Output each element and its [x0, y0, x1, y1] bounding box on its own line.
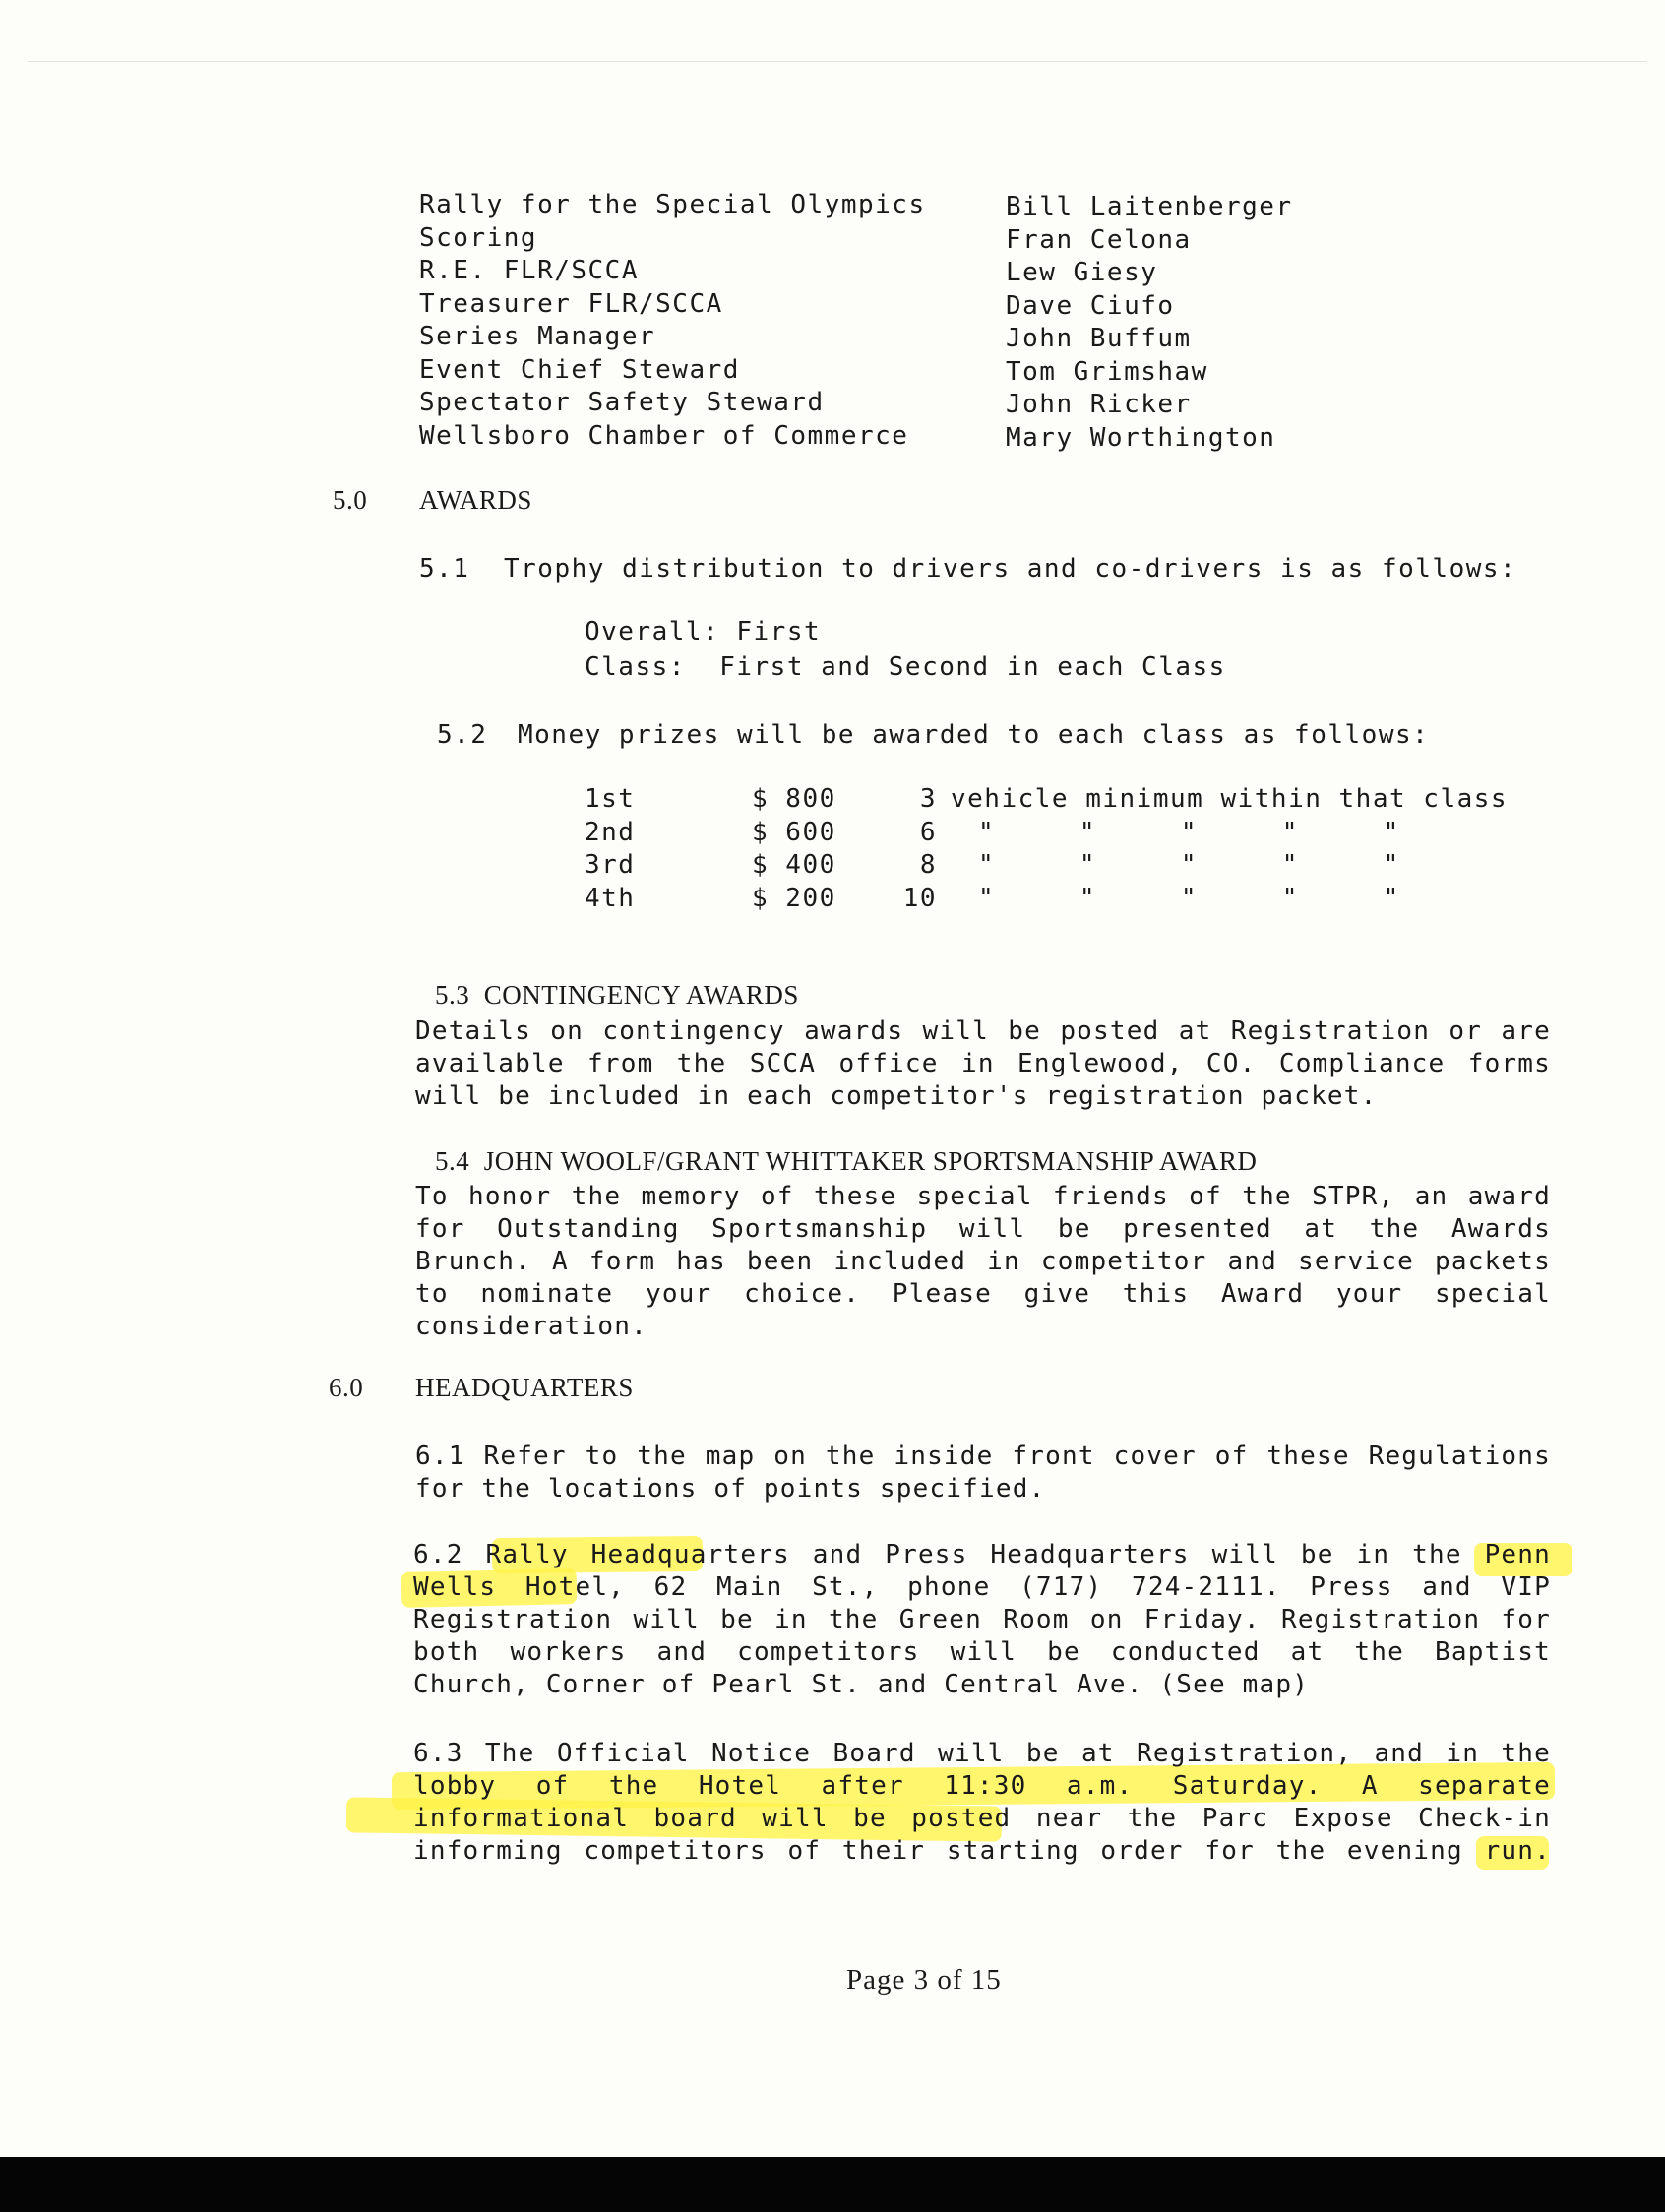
prize-row — [585, 849, 1510, 883]
prize-vehicle-minimum: 8 — [919, 850, 937, 880]
scan-bottom-border — [0, 2157, 1665, 2212]
text-line: 6.2 Rally Headquarters and Press Headquarters will be in the Penn — [413, 1540, 1551, 1569]
text-line: informational board will be posted near the Parc Expose Check-in — [413, 1804, 1551, 1833]
committee-role: Wellsboro Chamber of Commerce — [419, 420, 909, 451]
page-number: Page 3 of 15 — [846, 1964, 1002, 1996]
trophy-overall: Overall: First — [585, 617, 822, 646]
subsection-5-2-text: Money prizes will be awarded to each class as follows: — [518, 720, 1430, 750]
prize-description: " " " " " — [978, 817, 1400, 847]
committee-name: Fran Celona — [1006, 224, 1192, 255]
committee-role: Treasurer FLR/SCCA — [419, 288, 723, 319]
prize-description: " " " " " — [978, 883, 1400, 913]
text-line: Details on contingency awards will be posted at Registration or are — [415, 1016, 1551, 1046]
text-line: To honor the memory of these special friends of the STPR, an award — [415, 1182, 1551, 1211]
text-line: Brunch. A form has been included in competitor and service packets — [415, 1247, 1551, 1276]
prize-vehicle-minimum: 10 — [902, 883, 937, 913]
section-title-awards: AWARDS — [419, 485, 532, 515]
prize-table — [585, 783, 1510, 915]
prize-amount: $ 200 — [752, 883, 836, 913]
prize-amount: $ 800 — [752, 784, 836, 814]
subsection-6-3-body — [413, 1738, 1551, 1868]
subsection-5-3-heading: 5.3 CONTINGENCY AWARDS — [435, 980, 799, 1010]
text-line: for the locations of points specified. — [415, 1474, 1046, 1504]
subsection-6-1-body — [415, 1441, 1551, 1505]
text-line: consideration. — [415, 1312, 648, 1341]
committee-name: John Buffum — [1006, 324, 1192, 353]
prize-row — [585, 817, 1510, 850]
text-line: to nominate your choice. Please give this Award your special — [415, 1279, 1551, 1309]
subsection-5-4-heading: 5.4 JOHN WOOLF/GRANT WHITTAKER SPORTSMANSHIP AWARD — [435, 1146, 1258, 1176]
subsection-5-4-body — [415, 1181, 1551, 1343]
subsection-5-2-number: 5.2 — [437, 720, 488, 750]
prize-place: 4th — [585, 883, 636, 913]
text-line: available from the SCCA office in Englewood, CO. Compliance forms — [415, 1049, 1551, 1078]
text-line: will be included in each competitor's registration packet. — [415, 1081, 1378, 1111]
prize-amount: $ 600 — [752, 817, 836, 847]
prize-place: 2nd — [585, 817, 636, 847]
prize-description: " " " " " — [978, 850, 1400, 880]
prize-vehicle-minimum: 3 — [919, 784, 937, 814]
committee-role: Scoring — [419, 222, 538, 253]
committee-role: Series Manager — [419, 322, 656, 351]
section-title-headquarters: HEADQUARTERS — [415, 1373, 634, 1402]
prize-place: 1st — [585, 784, 636, 814]
committee-name: Bill Laitenberger — [1006, 192, 1293, 221]
prize-vehicle-minimum: 6 — [919, 817, 937, 847]
text-line: Church, Corner of Pearl St. and Central Ave. (See map) — [413, 1670, 1310, 1699]
page-top-edge — [28, 61, 1647, 62]
subsection-5-1-number: 5.1 — [419, 554, 470, 584]
committee-name: Mary Worthington — [1006, 422, 1276, 453]
committee-role: Spectator Safety Steward — [419, 388, 825, 417]
text-line: Wells Hotel, 62 Main St., phone (717) 724-2111. Press and VIP — [413, 1572, 1551, 1602]
prize-row — [585, 883, 1510, 916]
trophy-class: Class: First and Second in each Class — [585, 652, 1226, 682]
committee-name: John Ricker — [1006, 390, 1192, 419]
subsection-5-1-text: Trophy distribution to drivers and co-drivers is as follows: — [504, 554, 1517, 584]
committee-role: Event Chief Steward — [419, 354, 740, 385]
prize-place: 3rd — [585, 850, 636, 880]
committee-name: Tom Grimshaw — [1006, 356, 1208, 387]
prize-amount: $ 400 — [752, 850, 836, 880]
committee-role: Rally for the Special Olympics — [419, 190, 926, 219]
section-number-5: 5.0 — [333, 485, 368, 515]
text-line: 6.1 Refer to the map on the inside front cover of these Regulations — [415, 1442, 1551, 1471]
section-number-6: 6.0 — [329, 1373, 364, 1402]
committee-role: R.E. FLR/SCCA — [419, 256, 639, 285]
text-line: for Outstanding Sportsmanship will be presented at the Awards — [415, 1214, 1551, 1244]
text-line: both workers and competitors will be conducted at the Baptist — [413, 1637, 1551, 1667]
text-line: Registration will be in the Green Room on Friday. Registration for — [413, 1605, 1551, 1634]
prize-row — [585, 783, 1510, 817]
subsection-6-2-body — [413, 1539, 1551, 1701]
subsection-5-3-body — [415, 1015, 1551, 1113]
text-line: 6.3 The Official Notice Board will be at Registration, and in the — [413, 1739, 1551, 1768]
text-line: lobby of the Hotel after 11:30 a.m. Saturday. A separate — [413, 1771, 1551, 1801]
committee-name: Dave Ciufo — [1006, 290, 1175, 321]
text-line: informing competitors of their starting order for the evening run. — [413, 1836, 1551, 1866]
prize-description: vehicle minimum within that class — [951, 784, 1509, 814]
committee-name: Lew Giesy — [1006, 258, 1158, 287]
